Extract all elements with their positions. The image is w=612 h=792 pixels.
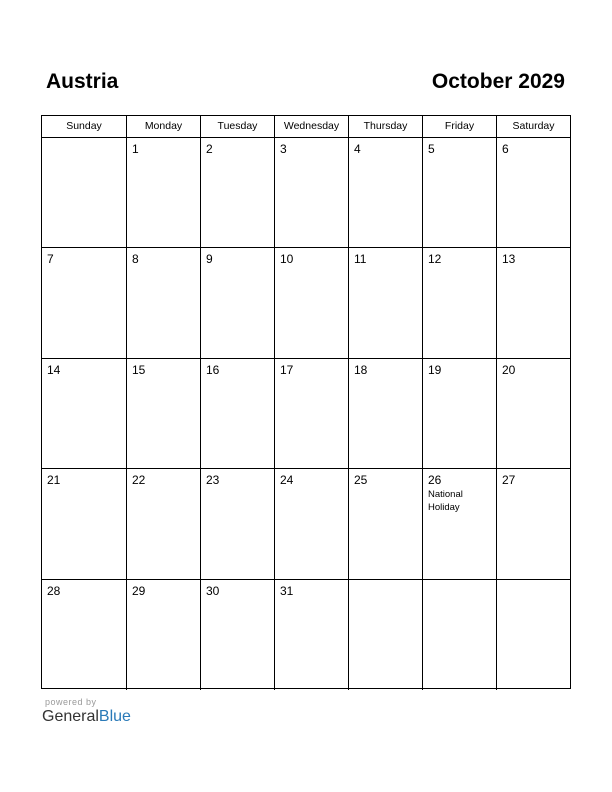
day-number: 5 (428, 142, 435, 156)
weekday-wednesday: Wednesday (275, 116, 349, 137)
day-cell (42, 580, 127, 690)
day-number: 1 (132, 142, 139, 156)
day-number: 17 (280, 362, 294, 377)
day-cell (42, 138, 127, 247)
day-cell (127, 248, 201, 357)
day-cell (275, 580, 349, 690)
weekday-thursday: Thursday (349, 116, 423, 137)
weekday-sunday: Sunday (42, 116, 127, 137)
day-number: 31 (280, 583, 294, 598)
day-number: 18 (354, 362, 368, 377)
day-number: 6 (502, 142, 509, 156)
day-cell (275, 359, 349, 468)
day-cell (275, 248, 349, 357)
day-cell (423, 580, 497, 690)
brand-general-text: General (42, 708, 99, 725)
day-number: 21 (47, 473, 61, 488)
day-cell (127, 138, 201, 247)
day-number: 27 (502, 473, 516, 488)
day-number: 2 (206, 142, 213, 156)
weekday-friday: Friday (423, 116, 497, 137)
day-cell (42, 469, 127, 578)
day-cell (275, 138, 349, 247)
day-cell (497, 138, 570, 247)
day-number: 4 (354, 142, 361, 156)
day-number: 16 (206, 362, 220, 377)
day-number: 15 (132, 362, 146, 377)
day-cell (423, 359, 497, 468)
day-cell (42, 248, 127, 357)
week-row (42, 138, 570, 248)
week-row (42, 248, 570, 358)
day-number: 20 (502, 362, 516, 377)
day-cell (42, 359, 127, 468)
day-cell-holiday (423, 469, 497, 578)
day-cell (275, 469, 349, 578)
day-cell (201, 138, 275, 247)
day-number: 13 (502, 252, 516, 267)
powered-by-text: powered by (45, 697, 97, 707)
day-number: 9 (206, 252, 213, 267)
week-row (42, 469, 570, 579)
day-cell (349, 138, 423, 247)
brand-blue-text: Blue (98, 708, 131, 725)
week-row (42, 580, 570, 690)
day-cell (349, 580, 423, 690)
day-number: 3 (280, 142, 287, 156)
day-cell (423, 138, 497, 247)
day-cell (201, 359, 275, 468)
day-cell (127, 580, 201, 690)
day-cell (201, 248, 275, 357)
day-cell (127, 359, 201, 468)
day-number: 8 (132, 252, 139, 267)
country-title: Austria (46, 70, 119, 93)
weekday-tuesday: Tuesday (201, 116, 275, 137)
day-cell (349, 469, 423, 578)
day-cell (497, 359, 570, 468)
day-cell (201, 580, 275, 690)
day-cell (497, 580, 570, 690)
day-number: 19 (428, 362, 442, 377)
weekday-monday: Monday (127, 116, 201, 137)
day-cell (423, 248, 497, 357)
month-title: October 2029 (431, 70, 565, 93)
day-number: 23 (206, 473, 220, 488)
day-cell (497, 469, 570, 578)
holiday-label: National Holiday (428, 489, 463, 514)
day-cell (497, 248, 570, 357)
day-number: 26 (428, 473, 442, 488)
day-number: 10 (280, 252, 294, 267)
day-number: 24 (280, 473, 294, 488)
day-cell (127, 469, 201, 578)
day-number: 12 (428, 252, 442, 267)
day-number: 29 (132, 583, 146, 598)
day-number: 30 (206, 583, 220, 598)
weekday-saturday: Saturday (512, 120, 555, 132)
generalblue-logo[interactable] (42, 708, 131, 726)
day-number: 22 (132, 473, 146, 488)
day-cell (201, 469, 275, 578)
day-number: 11 (354, 252, 367, 267)
day-cell (349, 359, 423, 468)
calendar-grid (41, 115, 571, 689)
day-cell (349, 248, 423, 357)
day-number: 25 (354, 473, 368, 488)
day-number: 28 (47, 583, 61, 598)
week-row (42, 359, 570, 469)
day-number: 7 (47, 252, 54, 267)
day-number: 14 (47, 362, 61, 377)
weekday-header-row (42, 116, 570, 138)
